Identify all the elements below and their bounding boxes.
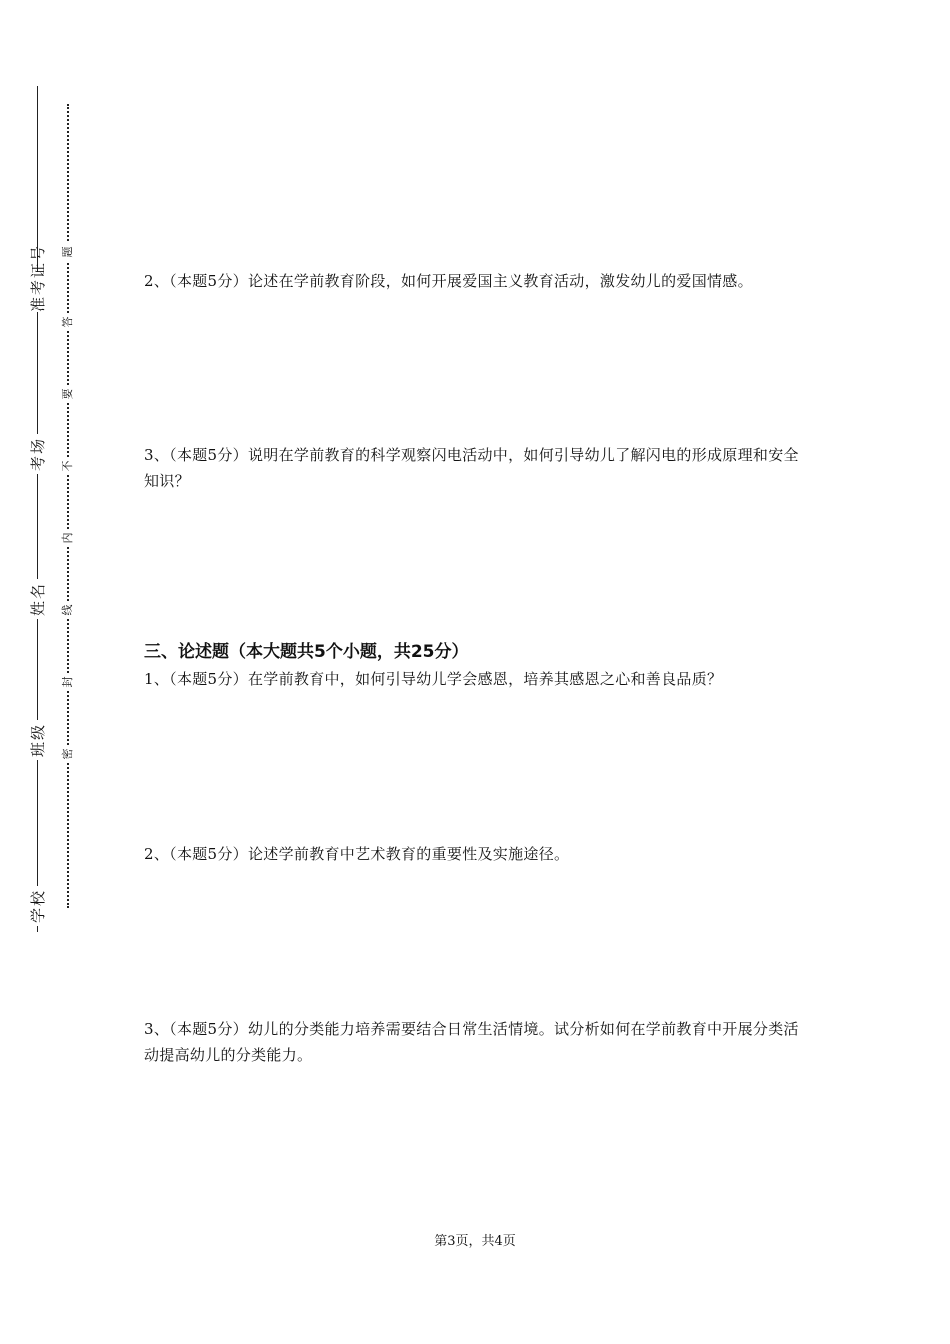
exam-number-label: 准考证号 bbox=[29, 243, 47, 312]
question-text: 3、（本题5分）幼儿的分类能力培养需要结合日常生活情境。试分析如何在学前教育中开展分类活动提高幼儿的分类能力。 bbox=[144, 1020, 799, 1064]
seal-char: 不 bbox=[60, 457, 76, 475]
seal-dotted-line bbox=[67, 104, 69, 908]
section-title: 三、论述题（本大题共5个小题，共25分） bbox=[144, 642, 469, 662]
seal-char: 答 bbox=[60, 313, 76, 331]
seal-char: 封 bbox=[60, 673, 76, 691]
seal-char: 线 bbox=[60, 601, 76, 619]
name-label: 姓名 bbox=[28, 579, 48, 619]
seal-char: 要 bbox=[60, 385, 76, 403]
seal-char: 密 bbox=[60, 745, 76, 763]
class-label: 班级 bbox=[28, 720, 48, 760]
question-text: 2、（本题5分）论述学前教育中艺术教育的重要性及实施途径。 bbox=[144, 845, 570, 863]
exam-room-label: 考场 bbox=[28, 434, 48, 474]
seal-char: 内 bbox=[60, 529, 76, 547]
page-number: 第3页，共4页 bbox=[434, 1234, 516, 1249]
question-text: 3、（本题5分）说明在学前教育的科学观察闪电活动中，如何引导幼儿了解闪电的形成原理和安全知识？ bbox=[144, 446, 799, 490]
seal-char: 题 bbox=[60, 243, 76, 261]
question-text: 1、（本题5分）在学前教育中，如何引导幼儿学会感恩，培养其感恩之心和善良品质？ bbox=[144, 670, 723, 688]
school-label: 学校 bbox=[28, 886, 48, 926]
binding-solid-line bbox=[37, 86, 38, 932]
question-text: 2、（本题5分）论述在学前教育阶段，如何开展爱国主义教育活动，激发幼儿的爱国情感。 bbox=[144, 272, 753, 290]
